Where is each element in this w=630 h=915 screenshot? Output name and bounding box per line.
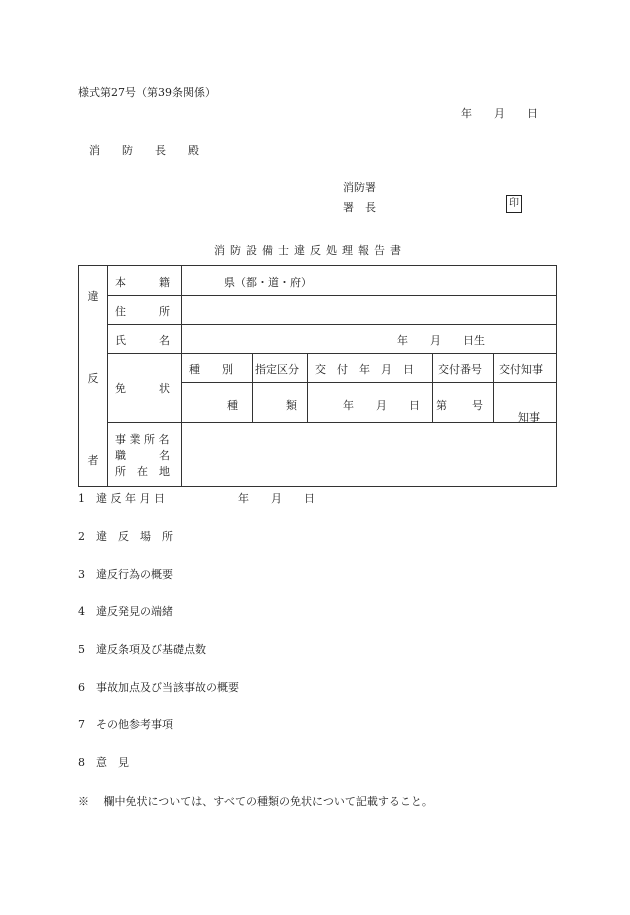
- footnote: ※ 欄中免状については、すべての種類の免状について記載すること。: [78, 795, 433, 808]
- side-label-violation-2: 反: [87, 372, 99, 385]
- list-item: 1 違 反 年 月 日: [78, 492, 165, 505]
- office-location-label: 所 在 地: [115, 465, 170, 478]
- side-label-violation-3: 者: [87, 454, 99, 467]
- list-item: 6 事故加点及び当該事故の概要: [78, 681, 239, 694]
- list-item: 2 違 反 場 所: [78, 530, 173, 543]
- honseki-label: 本 籍: [115, 276, 170, 289]
- issue-date-value: 年 月 日: [343, 399, 420, 412]
- license-label: 免 状: [115, 382, 170, 395]
- list-item: 4 違反発見の端緒: [78, 605, 173, 618]
- violator-table: [78, 265, 557, 487]
- kind-label: 種: [227, 399, 238, 412]
- office-name-label: 事 業 所 名: [115, 433, 170, 446]
- designation-header: 指定区分: [255, 363, 299, 376]
- type-header: 種 別: [189, 363, 233, 376]
- station-label: 消防署: [343, 181, 376, 194]
- seal-stamp: 印: [506, 195, 522, 213]
- list-item: 7 その他参考事項: [78, 718, 173, 731]
- governor-value: 知事: [518, 411, 540, 424]
- class-label: 類: [286, 399, 297, 412]
- document-title: 消防設備士違反処理報告書: [214, 244, 406, 257]
- birth-date: 年 月 日生: [397, 334, 485, 347]
- date-line: 年 月 日: [461, 107, 538, 120]
- address-label: 住 所: [115, 305, 170, 318]
- issuing-governor-header: 交付知事: [499, 363, 543, 376]
- list-item: 5 違反条項及び基礎点数: [78, 643, 206, 656]
- honseki-value: 県（都・道・府）: [224, 276, 312, 289]
- form-number: 様式第27号（第39条関係）: [78, 86, 216, 99]
- chief-label: 署 長: [343, 201, 376, 214]
- side-label-violation-1: 違: [87, 290, 99, 303]
- list-item: 8 意 見: [78, 756, 129, 769]
- name-label: 氏 名: [115, 334, 170, 347]
- list-item: 3 違反行為の概要: [78, 568, 173, 581]
- addressee: 消 防 長 殿: [89, 144, 199, 157]
- issue-date-header: 交 付 年 月 日: [315, 363, 414, 376]
- number-prefix: 第: [436, 399, 447, 412]
- job-title-label: 職 名: [115, 449, 170, 462]
- issue-number-header: 交付番号: [438, 363, 482, 376]
- violation-date-value: 年 月 日: [238, 492, 315, 505]
- number-suffix: 号: [472, 399, 483, 412]
